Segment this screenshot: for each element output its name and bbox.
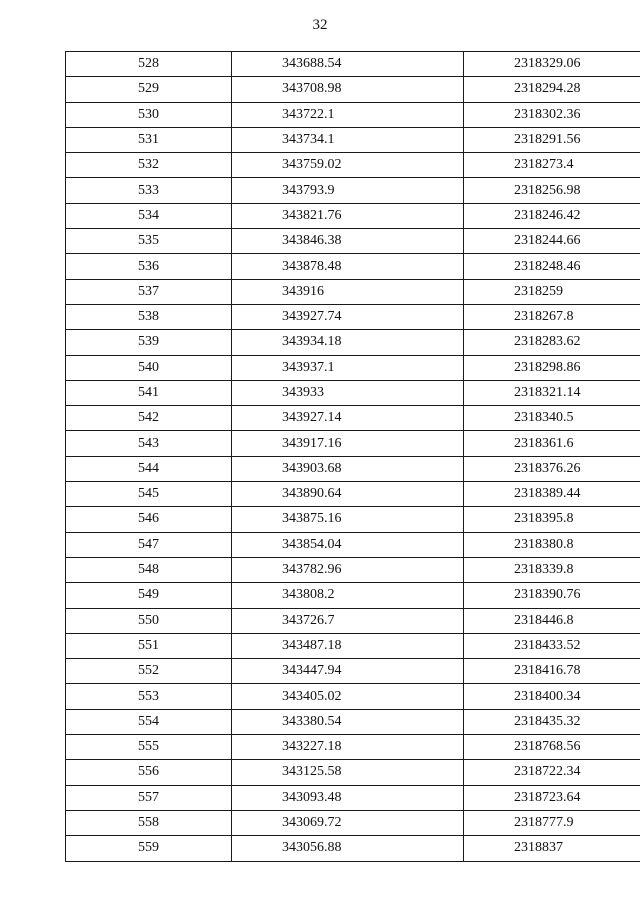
table-row [66,633,640,658]
point-id-cell: 528 [66,52,232,77]
y-coordinate-cell: 2318339.8 [464,557,640,582]
point-id-cell: 535 [66,229,232,254]
point-id-cell: 555 [66,735,232,760]
table-row [66,836,640,861]
x-coordinate-cell: 343093.48 [232,785,464,810]
y-coordinate-cell: 2318361.6 [464,431,640,456]
table-row [66,279,640,304]
y-coordinate-cell: 2318246.42 [464,203,640,228]
table-row [66,330,640,355]
y-coordinate-cell: 2318446.8 [464,608,640,633]
coordinate-table [65,51,640,862]
page-number: 32 [312,17,328,33]
table-row [66,153,640,178]
y-coordinate-cell: 2318380.8 [464,532,640,557]
y-coordinate-cell: 2318723.64 [464,785,640,810]
y-coordinate-cell: 2318248.46 [464,254,640,279]
x-coordinate-cell: 343227.18 [232,735,464,760]
table-row [66,684,640,709]
x-coordinate-cell: 343405.02 [232,684,464,709]
y-coordinate-cell: 2318259 [464,279,640,304]
y-coordinate-cell: 2318390.76 [464,583,640,608]
point-id-cell: 547 [66,532,232,557]
y-coordinate-cell: 2318283.62 [464,330,640,355]
x-coordinate-cell: 343933 [232,380,464,405]
x-coordinate-cell: 343903.68 [232,456,464,481]
point-id-cell: 548 [66,557,232,582]
table-row [66,127,640,152]
y-coordinate-cell: 2318298.86 [464,355,640,380]
table-row [66,785,640,810]
x-coordinate-cell: 343927.14 [232,406,464,431]
x-coordinate-cell: 343808.2 [232,583,464,608]
y-coordinate-cell: 2318433.52 [464,633,640,658]
x-coordinate-cell: 343934.18 [232,330,464,355]
y-coordinate-cell: 2318340.5 [464,406,640,431]
point-id-cell: 529 [66,77,232,102]
table-row [66,203,640,228]
x-coordinate-cell: 343782.96 [232,557,464,582]
x-coordinate-cell: 343875.16 [232,507,464,532]
x-coordinate-cell: 343487.18 [232,633,464,658]
table-row [66,77,640,102]
x-coordinate-cell: 343878.48 [232,254,464,279]
point-id-cell: 542 [66,406,232,431]
point-id-cell: 538 [66,304,232,329]
table-row [66,608,640,633]
y-coordinate-cell: 2318416.78 [464,659,640,684]
table-row [66,507,640,532]
y-coordinate-cell: 2318321.14 [464,380,640,405]
point-id-cell: 552 [66,659,232,684]
y-coordinate-cell: 2318329.06 [464,52,640,77]
point-id-cell: 536 [66,254,232,279]
y-coordinate-cell: 2318395.8 [464,507,640,532]
point-id-cell: 549 [66,583,232,608]
table-row [66,355,640,380]
table-row [66,810,640,835]
table-row [66,532,640,557]
x-coordinate-cell: 343927.74 [232,304,464,329]
point-id-cell: 559 [66,836,232,861]
table-row [66,709,640,734]
point-id-cell: 530 [66,102,232,127]
y-coordinate-cell: 2318768.56 [464,735,640,760]
x-coordinate-cell: 343821.76 [232,203,464,228]
point-id-cell: 544 [66,456,232,481]
table-row [66,102,640,127]
x-coordinate-cell: 343937.1 [232,355,464,380]
x-coordinate-cell: 343447.94 [232,659,464,684]
table-row [66,456,640,481]
point-id-cell: 550 [66,608,232,633]
table-row [66,735,640,760]
point-id-cell: 556 [66,760,232,785]
y-coordinate-cell: 2318376.26 [464,456,640,481]
y-coordinate-cell: 2318302.36 [464,102,640,127]
y-coordinate-cell: 2318400.34 [464,684,640,709]
point-id-cell: 546 [66,507,232,532]
x-coordinate-cell: 343916 [232,279,464,304]
y-coordinate-cell: 2318777.9 [464,810,640,835]
point-id-cell: 545 [66,482,232,507]
x-coordinate-cell: 343722.1 [232,102,464,127]
table-row [66,482,640,507]
point-id-cell: 541 [66,380,232,405]
table-row [66,254,640,279]
table-row [66,659,640,684]
x-coordinate-cell: 343726.7 [232,608,464,633]
x-coordinate-cell: 343890.64 [232,482,464,507]
x-coordinate-cell: 343759.02 [232,153,464,178]
x-coordinate-cell: 343056.88 [232,836,464,861]
y-coordinate-cell: 2318267.8 [464,304,640,329]
x-coordinate-cell: 343854.04 [232,532,464,557]
x-coordinate-cell: 343125.58 [232,760,464,785]
x-coordinate-cell: 343069.72 [232,810,464,835]
point-id-cell: 540 [66,355,232,380]
table-row [66,304,640,329]
point-id-cell: 539 [66,330,232,355]
point-id-cell: 532 [66,153,232,178]
table-row [66,583,640,608]
table-row [66,52,640,77]
x-coordinate-cell: 343793.9 [232,178,464,203]
y-coordinate-cell: 2318273.4 [464,153,640,178]
y-coordinate-cell: 2318294.28 [464,77,640,102]
x-coordinate-cell: 343380.54 [232,709,464,734]
y-coordinate-cell: 2318435.32 [464,709,640,734]
point-id-cell: 554 [66,709,232,734]
y-coordinate-cell: 2318244.66 [464,229,640,254]
point-id-cell: 543 [66,431,232,456]
x-coordinate-cell: 343708.98 [232,77,464,102]
table-row [66,760,640,785]
point-id-cell: 553 [66,684,232,709]
point-id-cell: 537 [66,279,232,304]
coordinate-table-body [66,52,640,862]
point-id-cell: 558 [66,810,232,835]
x-coordinate-cell: 343734.1 [232,127,464,152]
point-id-cell: 531 [66,127,232,152]
y-coordinate-cell: 2318722.34 [464,760,640,785]
y-coordinate-cell: 2318837 [464,836,640,861]
table-row [66,431,640,456]
point-id-cell: 551 [66,633,232,658]
x-coordinate-cell: 343846.38 [232,229,464,254]
table-row [66,229,640,254]
table-row [66,178,640,203]
point-id-cell: 557 [66,785,232,810]
table-row [66,406,640,431]
table-row [66,557,640,582]
x-coordinate-cell: 343917.16 [232,431,464,456]
y-coordinate-cell: 2318291.56 [464,127,640,152]
x-coordinate-cell: 343688.54 [232,52,464,77]
point-id-cell: 534 [66,203,232,228]
y-coordinate-cell: 2318389.44 [464,482,640,507]
table-row [66,380,640,405]
point-id-cell: 533 [66,178,232,203]
y-coordinate-cell: 2318256.98 [464,178,640,203]
